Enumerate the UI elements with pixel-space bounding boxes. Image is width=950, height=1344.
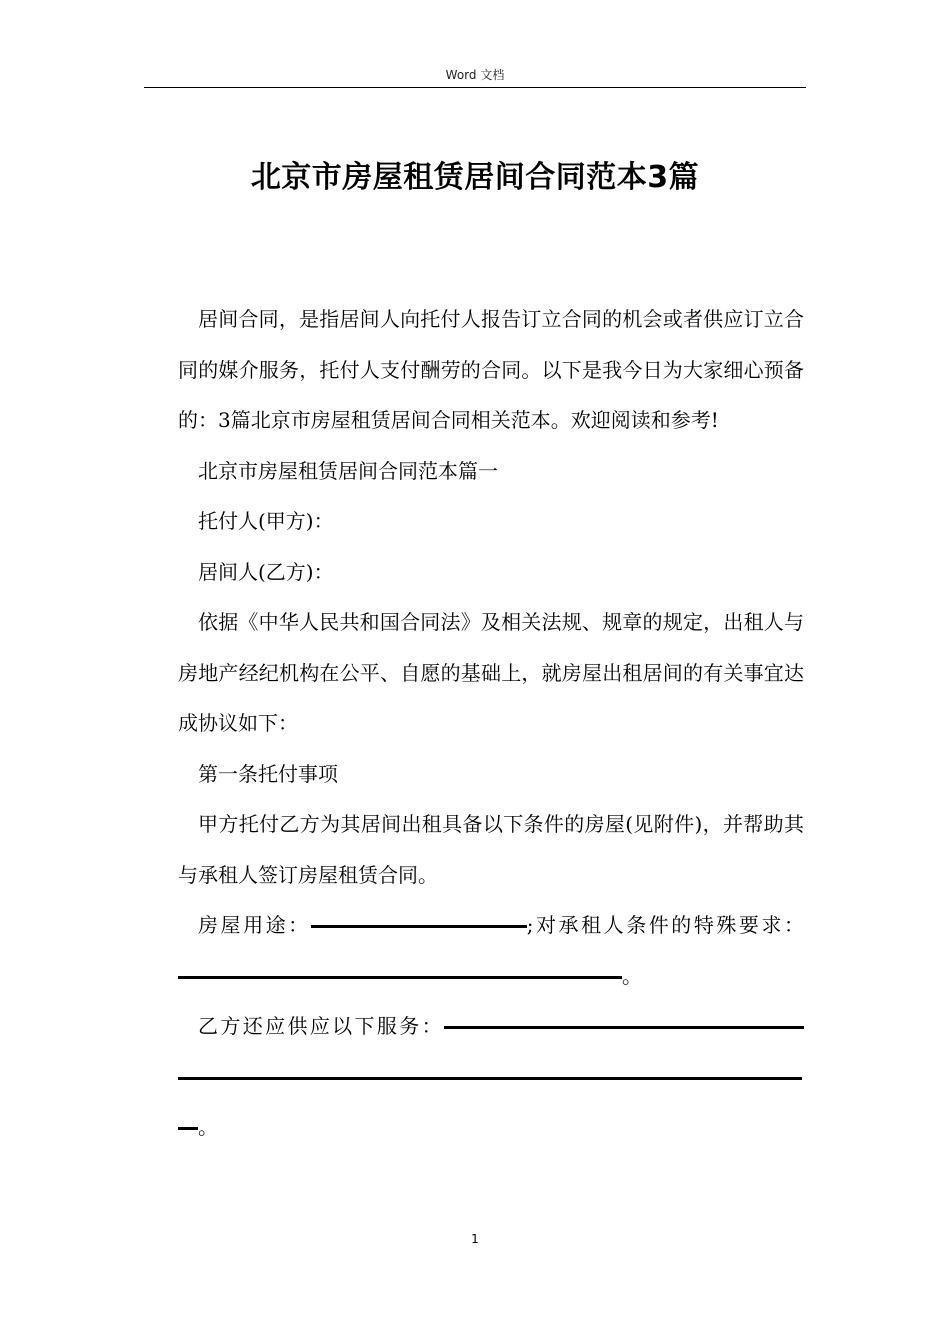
page-header-label: Word 文档 [445, 68, 505, 82]
document-body [178, 294, 804, 1153]
services-blank-2 [178, 1077, 802, 1080]
usage-paragraph [178, 900, 804, 1001]
services-blank-1 [444, 1026, 804, 1029]
document-title: 北京市房屋租赁居间合同范本3篇 [250, 160, 700, 195]
usage-blank [311, 925, 527, 928]
services-blank-3 [178, 1127, 198, 1130]
header-divider [144, 87, 806, 88]
page-number: 1 [471, 1232, 479, 1246]
services-label: 乙方还应供应以下服务： [198, 1014, 444, 1038]
usage-suffix: ;对承租人条件的特殊要求： [526, 913, 805, 937]
intro-paragraph: 居间合同，是指居间人向托付人报告订立合同的机会或者供应订立合同的媒介服务，托付人支付酬劳的合同。以下是我今日为大家细心预备的：3篇北京市房屋租赁居间合同相关范本。欢迎阅读和参考! [178, 307, 804, 432]
services-paragraph [178, 1001, 804, 1153]
requirements-blank [178, 976, 622, 979]
usage-label: 房屋用途： [198, 913, 311, 937]
article-1-text: 甲方托付乙方为其居间出租具备以下条件的房屋(见附件)，并帮助其与承租人签订房屋租赁合同。 [178, 812, 804, 887]
usage-end: 。 [622, 963, 642, 988]
services-end: 。 [198, 1115, 218, 1139]
basis-paragraph: 依据《中华人民共和国合同法》及相关法规、规章的规定，出租人与房地产经纪机构在公平、自愿的基础上，就房屋出租居间的有关事宜达成协议如下： [178, 610, 804, 735]
section-title: 北京市房屋租赁居间合同范本篇一 [198, 458, 498, 483]
party-b-line: 居间人(乙方)： [198, 559, 334, 584]
party-a-line: 托付人(甲方)： [198, 509, 334, 533]
article-1-title: 第一条托付事项 [198, 761, 338, 786]
